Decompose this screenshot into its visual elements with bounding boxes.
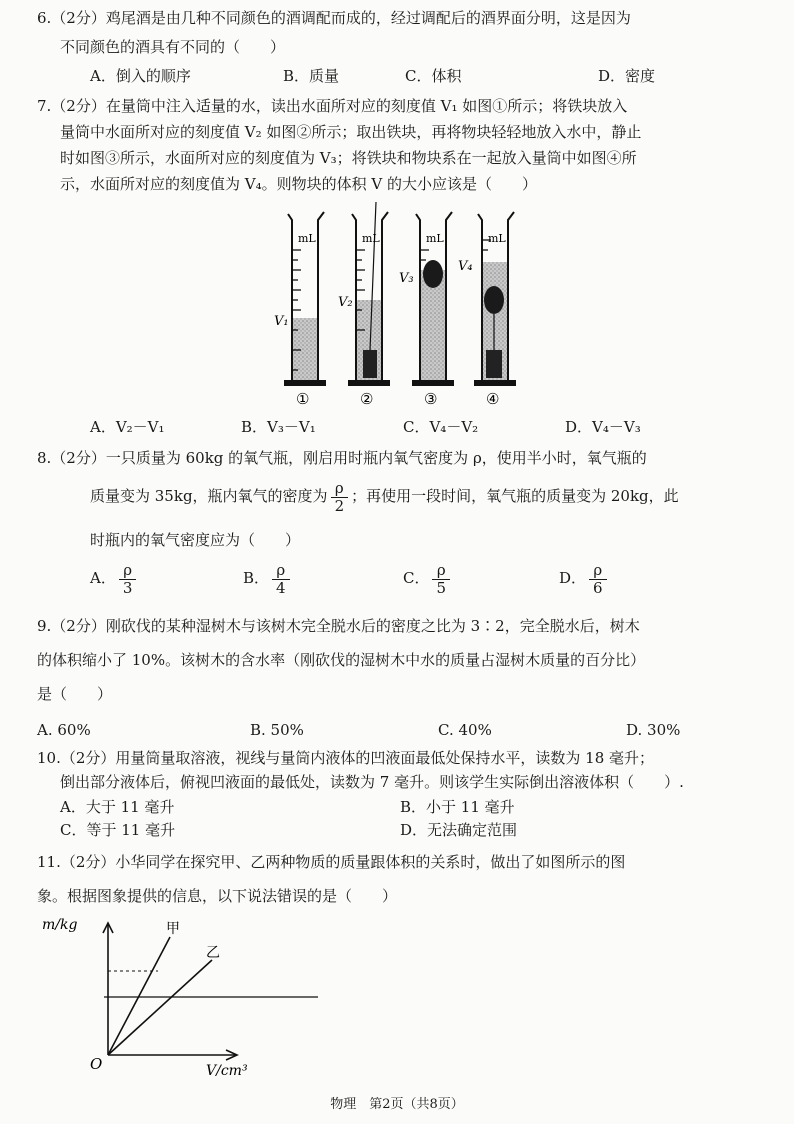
y-axis-label: m/kg xyxy=(42,917,78,933)
q11-line2: 象。根据图象提供的信息，以下说法错误的是（ ） xyxy=(37,887,398,905)
q8-option-d-letter: D． xyxy=(559,569,587,587)
q8-option-c-den: 5 xyxy=(436,578,447,597)
q6-option-d: D．密度 xyxy=(598,67,656,85)
q7-line3: 时如图③所示，水面所对应的刻度值为 V₃；将铁块和物块系在一起放入量筒中如图④所 xyxy=(60,149,637,167)
q8-line3: 时瓶内的氧气密度应为（ ） xyxy=(90,531,301,549)
line-yi-label: 乙 xyxy=(206,945,220,961)
q8-option-b-num: ρ xyxy=(272,562,290,580)
q9-option-d: D. 30% xyxy=(626,721,681,739)
q8-option-b-den: 4 xyxy=(276,578,286,597)
cylinder-1-number: ① xyxy=(296,390,310,408)
q8-option-c-num: ρ xyxy=(432,562,450,580)
q9-line3: 是（ ） xyxy=(37,685,113,703)
cylinder-2-number: ② xyxy=(360,390,374,408)
q7-line4: 示，水面所对应的刻度值为 V₄。则物块的体积 V 的大小应该是（ ） xyxy=(60,175,537,193)
cylinder-2 xyxy=(338,202,390,408)
q8-option-b-letter: B． xyxy=(243,569,270,587)
q7-line2: 量筒中水面所对应的刻度值 V₂ 如图②所示；取出铁块，再将物块轻轻地放入水中，静止 xyxy=(60,123,642,141)
cylinder-3-number: ③ xyxy=(424,390,438,408)
cylinder-1 xyxy=(274,212,326,408)
q8-fraction-den: 2 xyxy=(334,496,345,515)
q8-option-c xyxy=(403,560,453,597)
q6-option-a: A．倒入的顺序 xyxy=(90,67,191,85)
cylinder-3 xyxy=(399,212,454,408)
q8-option-b xyxy=(243,560,293,597)
q8-fraction xyxy=(331,480,349,515)
q11-line1: 11.（2分）小华同学在探究甲、乙两种物质的质量跟体积的关系时，做出了如图所示的图 xyxy=(37,853,626,871)
cylinder-1-unit: mL xyxy=(298,232,316,245)
cylinder-3-unit: mL xyxy=(426,232,444,245)
q8-option-a-num: ρ xyxy=(119,562,137,580)
x-axis-label: V/cm³ xyxy=(206,1063,248,1079)
q8-option-a-fraction xyxy=(119,562,137,597)
q6-line1: 6.（2分）鸡尾酒是由几种不同颜色的酒调配而成的，经过调配后的酒界面分明，这是因为 xyxy=(37,9,631,27)
q6-line2: 不同颜色的酒具有不同的（ ） xyxy=(60,38,286,56)
origin-label: O xyxy=(90,1055,103,1073)
page-footer: 物理 第2页（共8页） xyxy=(330,1097,464,1112)
cylinder-1-label: V₁ xyxy=(274,314,289,329)
cylinder-3-label: V₃ xyxy=(399,271,414,286)
q8-option-c-fraction xyxy=(432,562,450,597)
cylinder-4-number: ④ xyxy=(486,390,500,408)
cylinder-4 xyxy=(458,212,516,408)
line-jia-label: 甲 xyxy=(166,921,180,937)
q10-option-d: D．无法确定范围 xyxy=(400,821,518,839)
q8-option-d-den: 6 xyxy=(593,578,603,597)
q6-option-c: C．体积 xyxy=(405,67,462,85)
q9-option-b: B. 50% xyxy=(250,721,304,739)
q10-option-a: A．大于 11 毫升 xyxy=(60,798,175,816)
q10-option-b: B．小于 11 毫升 xyxy=(400,798,515,816)
cylinder-4-label: V₄ xyxy=(458,259,473,274)
line-jia xyxy=(108,937,170,1055)
q8-option-a xyxy=(90,560,139,597)
q8-fraction-num: ρ xyxy=(331,480,349,498)
q10-line1: 10.（2分）用量筒量取溶液，视线与量筒内液体的凹液面最低处保持水平，读数为 18 毫升； xyxy=(37,749,655,767)
q9-line2: 的体积缩小了 10%。该树木的含水率（刚砍伐的湿树木中水的质量占湿树木质量的百分比） xyxy=(37,651,646,669)
q6-option-b: B．质量 xyxy=(283,67,340,85)
q10-option-c: C．等于 11 毫升 xyxy=(60,821,176,839)
q9-option-a: A. 60% xyxy=(37,721,91,739)
q8-option-d-num: ρ xyxy=(589,562,607,580)
line-yi xyxy=(108,960,212,1055)
q9-option-c: C. 40% xyxy=(438,721,492,739)
q8-option-a-letter: A． xyxy=(90,569,116,587)
q7-line1: 7.（2分）在量筒中注入适量的水，读出水面所对应的刻度值 V₁ 如图①所示；将铁块放入 xyxy=(37,97,628,115)
q8-option-c-letter: C． xyxy=(403,569,430,587)
cylinder-2-label: V₂ xyxy=(338,295,353,310)
q7-option-b: B．V₃－V₁ xyxy=(241,418,316,436)
q7-option-c: C．V₄－V₂ xyxy=(403,418,479,436)
q8-option-b-fraction xyxy=(272,562,290,597)
q8-option-d xyxy=(559,560,610,597)
q8-line2-start: 质量变为 35kg，瓶内氧气的密度为 xyxy=(90,487,328,505)
q7-option-d: D．V₄－V₃ xyxy=(565,418,641,436)
cylinder-2-unit: mL xyxy=(362,232,380,245)
q8-line2-end: ；再使用一段时间，氧气瓶的质量变为 20kg，此 xyxy=(351,487,679,505)
q9-line1: 9.（2分）刚砍伐的某种湿树木与该树木完全脱水后的密度之比为 3∶2，完全脱水后，树木 xyxy=(37,617,640,635)
q8-line1: 8.（2分）一只质量为 60kg 的氧气瓶，刚启用时瓶内氧气密度为 ρ，使用半小时，氧气瓶的 xyxy=(37,449,647,467)
cylinder-4-unit: mL xyxy=(488,232,506,245)
q8-option-a-den: 3 xyxy=(122,578,133,597)
q10-line2: 倒出部分液体后，俯视凹液面的最低处，读数为 7 毫升。则该学生实际倒出溶液体积（ ）. xyxy=(60,773,684,791)
q8-option-d-fraction xyxy=(589,562,607,597)
q8-line2 xyxy=(90,478,679,515)
q7-option-a: A．V₂－V₁ xyxy=(90,418,165,436)
q11-mass-volume-graph xyxy=(40,915,340,1080)
q7-cylinder-figure xyxy=(270,200,530,410)
